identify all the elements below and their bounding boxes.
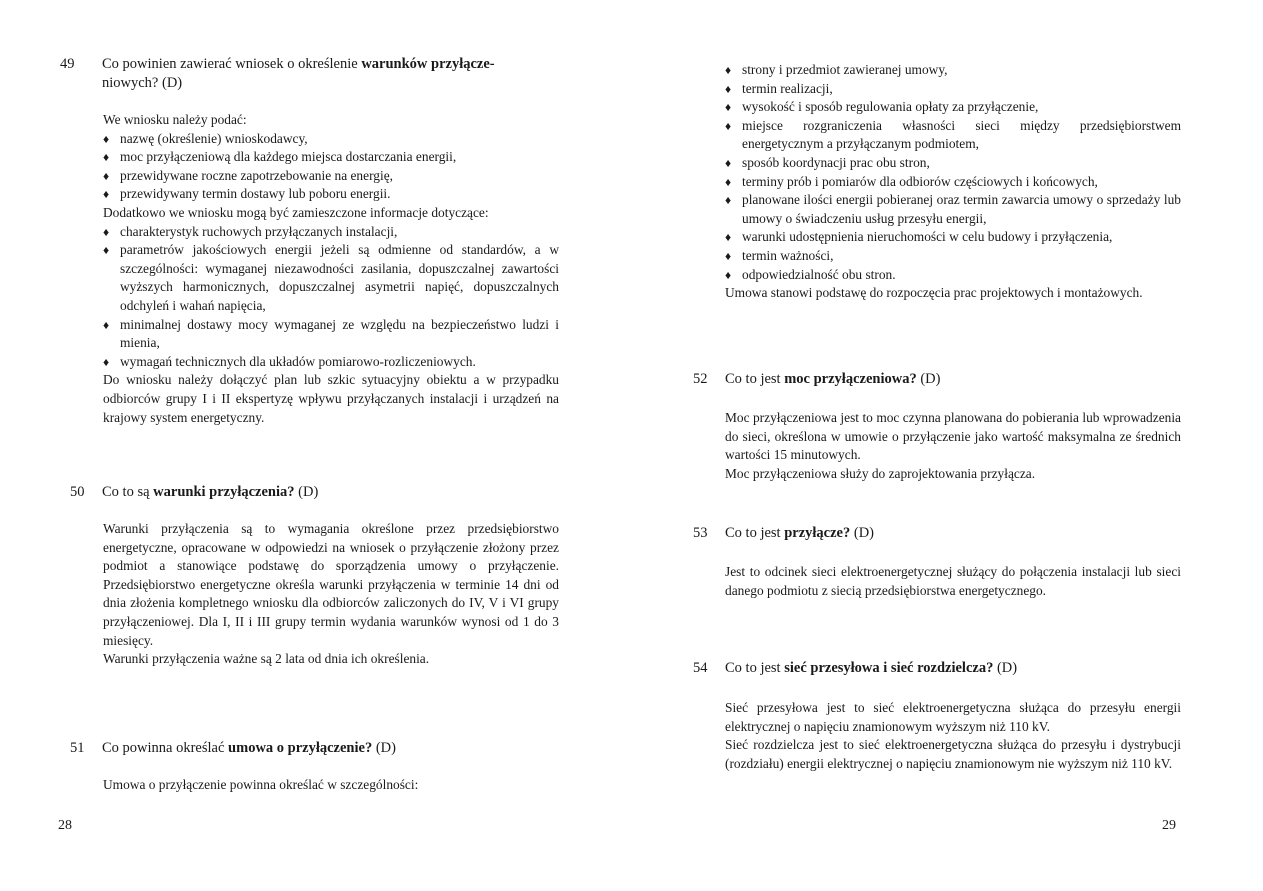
- answer-49: [103, 111, 559, 427]
- answer-intro: Umowa o przyłączenie powinna określać w szczególności:: [103, 777, 419, 792]
- answer-51-intro: [103, 776, 559, 795]
- page-number: 29: [1162, 818, 1176, 833]
- answer-54: [725, 699, 1181, 773]
- answer-body: Jest to odcinek sieci elektroenergetycznej służący do połączenia instalacji lub sieci danego podmiotu z siecią przedsiębiorstwa energetycznego.: [725, 564, 1181, 598]
- list-item: ♦ odpowiedzialność obu stron.: [725, 266, 1181, 285]
- answer-intro: We wniosku należy podać:: [103, 112, 247, 127]
- list-item: ♦ przewidywane roczne zapotrzebowanie na energię,: [103, 167, 559, 186]
- list-item: ♦ wysokość i sposób regulowania opłaty za przyłączenie,: [725, 98, 1181, 117]
- question-52: [693, 370, 1193, 389]
- list-item: ♦ miejsce rozgraniczenia własności sieci między przedsiębiorstwem energetycznym a przyłączanym podmiotem,: [725, 117, 1181, 154]
- right-page: [631, 0, 1263, 891]
- question-number: 52: [693, 371, 708, 387]
- question-number: 49: [60, 56, 75, 72]
- answer-body-2: Sieć rozdzielcza jest to sieć elektroenergetyczna służąca do przesyłu i dystrybucji (rozdziału) energii elektrycznej o napięciu znamionowym nie wyższym niż 110 kV.: [725, 737, 1181, 771]
- question-title: Co powinna określać umowa o przyłączenie? (D): [102, 740, 396, 756]
- answer-body: Sieć przesyłowa jest to sieć elektroenergetyczna służąca do przesyłu energii elektrycznej o napięciu znamionowym wyższym niż 110 kV.: [725, 700, 1181, 734]
- list-item: ♦ planowane ilości energii pobieranej oraz termin zawarcia umowy o sprzedaży lub umowy o świadczeniu usług przesyłu energii,: [725, 191, 1181, 228]
- list-item: ♦ strony i przedmiot zawieranej umowy,: [725, 61, 1181, 80]
- list-item: ♦ wymagań technicznych dla układów pomiarowo-rozliczeniowych.: [103, 353, 559, 372]
- answer-body-2: Moc przyłączeniowa służy do zaprojektowania przyłącza.: [725, 465, 1036, 481]
- question-50: [70, 483, 560, 502]
- answer-body: Moc przyłączeniowa jest to moc czynna planowana do pobierania lub wprowadzenia do sieci, określona w umowie o przyłączenie jako wartość maksymalna ze średnich wartości 15 minutowych.: [725, 410, 1181, 463]
- question-54: [693, 659, 1193, 678]
- answer-53: [725, 563, 1181, 600]
- question-49: [60, 55, 560, 93]
- question-title: Co powinien zawierać wniosek o określenie warunków przyłącze- niowych? (D): [102, 56, 495, 91]
- question-title: Co to są warunki przyłączenia? (D): [102, 484, 319, 500]
- list-item: ♦ warunki udostępnienia nieruchomości w celu budowy i przyłączenia,: [725, 228, 1181, 247]
- answer-body: Warunki przyłączenia są to wymagania określone przez przedsiębiorstwo energetyczne, opracowane w odpowiedzi na wniosek o przyłączenie złożony przez podmiot a stanowiące podstawę do sporządzenia umowy o przyłączenie. Przedsiębiorstwo energetyczne określa warunki przyłączenia w terminie 14 dni od dnia złożenia kompletnego wniosku dla odbiorców zaliczonych do IV, V i VI grupy przyłączeniowej. Dla I, II i III grupy termin wydania warunków wynosi od 1 do 3 miesięcy.: [103, 521, 559, 648]
- answer-body-2: Warunki przyłączenia ważne są 2 lata od dnia ich określenia.: [103, 651, 430, 667]
- answer-closing: Umowa stanowi podstawę do rozpoczęcia prac projektowych i montażowych.: [725, 285, 1143, 301]
- question-53: [693, 524, 1193, 543]
- answer-52: [725, 409, 1181, 483]
- question-number: 53: [693, 525, 708, 541]
- question-title: Co to jest sieć przesyłowa i sieć rozdzielcza? (D): [725, 660, 1018, 676]
- answer-extra-intro: Dodatkowo we wniosku mogą być zamieszczone informacje dotyczące:: [103, 204, 489, 220]
- list-item: ♦ terminy prób i pomiarów dla odbiorów częściowych i końcowych,: [725, 173, 1181, 192]
- question-number: 50: [70, 484, 85, 500]
- left-page: [0, 0, 631, 891]
- list-item: ♦ sposób koordynacji prac obu stron,: [725, 154, 1181, 173]
- list-item: ♦ przewidywany termin dostawy lub poboru energii.: [103, 185, 559, 204]
- answer-51-items: [725, 61, 1181, 303]
- question-title: Co to jest moc przyłączeniowa? (D): [725, 371, 941, 387]
- list-item: ♦ nazwę (określenie) wnioskodawcy,: [103, 130, 559, 149]
- question-number: 51: [70, 740, 85, 756]
- question-51: [70, 739, 560, 758]
- question-number: 54: [693, 660, 708, 676]
- list-item: ♦ termin realizacji,: [725, 80, 1181, 99]
- page-number: 28: [58, 818, 72, 833]
- list-item: ♦ charakterystyk ruchowych przyłączanych instalacji,: [103, 223, 559, 242]
- list-item: ♦ moc przyłączeniową dla każdego miejsca dostarczania energii,: [103, 148, 559, 167]
- list-item: ♦ termin ważności,: [725, 247, 1181, 266]
- answer-50: [103, 520, 559, 669]
- answer-closing: Do wniosku należy dołączyć plan lub szkic sytuacyjny obiektu a w przypadku odbiorców grupy I i II ekspertyzę wpływu przyłączanych instalacji i urządzeń na krajowy system energetyczny.: [103, 372, 559, 425]
- list-item: ♦ parametrów jakościowych energii jeżeli są odmienne od standardów, a w szczególności: wymaganej niezawodności zasilania, dopuszczalnej zawartości wyższych harmonicznych, dopuszczalnej asymetrii napięć, dopuszczalnych odchyleń i wahań napięcia,: [103, 241, 559, 315]
- list-item: ♦ minimalnej dostawy mocy wymaganej ze względu na bezpieczeństwo ludzi i mienia,: [103, 316, 559, 353]
- question-title: Co to jest przyłącze? (D): [725, 525, 875, 541]
